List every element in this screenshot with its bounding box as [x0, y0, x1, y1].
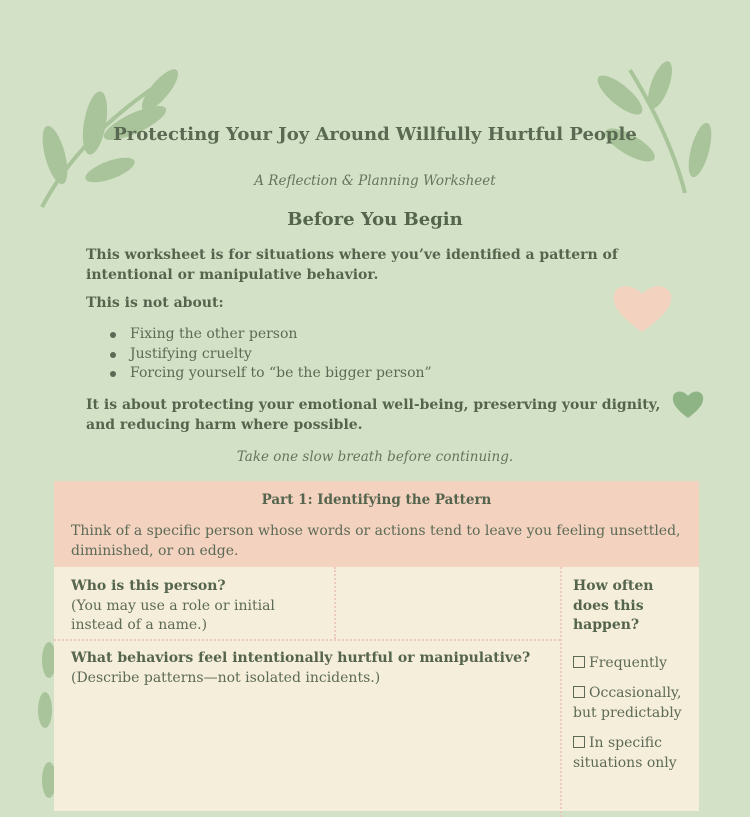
part1-header — [54, 481, 699, 567]
not-about-list — [108, 325, 432, 384]
divider — [54, 639, 560, 641]
frequency-option-specific[interactable]: In specific situations only — [573, 735, 677, 771]
frequency-panel — [573, 577, 693, 773]
who-field[interactable] — [71, 577, 331, 636]
list-item: Justifying cruelty — [108, 345, 432, 365]
list-item: Fixing the other person — [108, 325, 432, 345]
behaviors-label: What behaviors feel intentionally hurtful or manipulative? — [71, 650, 531, 666]
who-label: Who is this person? — [71, 578, 226, 594]
heart-peach-icon — [610, 280, 675, 335]
page-subtitle: A Reflection & Planning Worksheet — [254, 173, 496, 189]
checkbox-icon[interactable] — [573, 656, 585, 668]
frequency-label: How often does this happen? — [573, 578, 654, 633]
divider — [334, 567, 336, 639]
checkbox-icon[interactable] — [573, 686, 585, 698]
divider — [560, 567, 562, 817]
list-item: Forcing yourself to “be the bigger person” — [108, 364, 432, 384]
intro-text: This worksheet is for situations where you’ve identified a pattern of intentional or manipulative behavior. — [86, 247, 618, 283]
part1-title: Part 1: Identifying the Pattern — [261, 492, 492, 508]
behaviors-hint: (Describe patterns—not isolated incidents.) — [71, 669, 381, 686]
part1-description: Think of a specific person whose words or actions tend to leave you feeling unsettled, diminished, or on edge. — [71, 523, 681, 559]
checkbox-icon[interactable] — [573, 736, 585, 748]
heart-green-icon — [671, 388, 705, 420]
frequency-option-frequently[interactable]: Frequently — [573, 654, 693, 674]
breath-prompt: Take one slow breath before continuing. — [236, 449, 514, 465]
not-about-label: This is not about: — [86, 295, 224, 311]
behaviors-field[interactable] — [71, 649, 551, 688]
about-text: It is about protecting your emotional well-being, preserving your dignity, and reducing harm where possible. — [86, 397, 661, 433]
who-answer-area[interactable] — [338, 569, 558, 637]
part1-card — [54, 481, 699, 811]
who-hint: (You may use a role or initial instead of a name.) — [71, 597, 275, 633]
page-title: Protecting Your Joy Around Willfully Hurtful People — [113, 124, 637, 145]
section-heading: Before You Begin — [287, 209, 463, 230]
frequency-option-occasionally[interactable]: Occasionally, but predictably — [573, 685, 682, 721]
